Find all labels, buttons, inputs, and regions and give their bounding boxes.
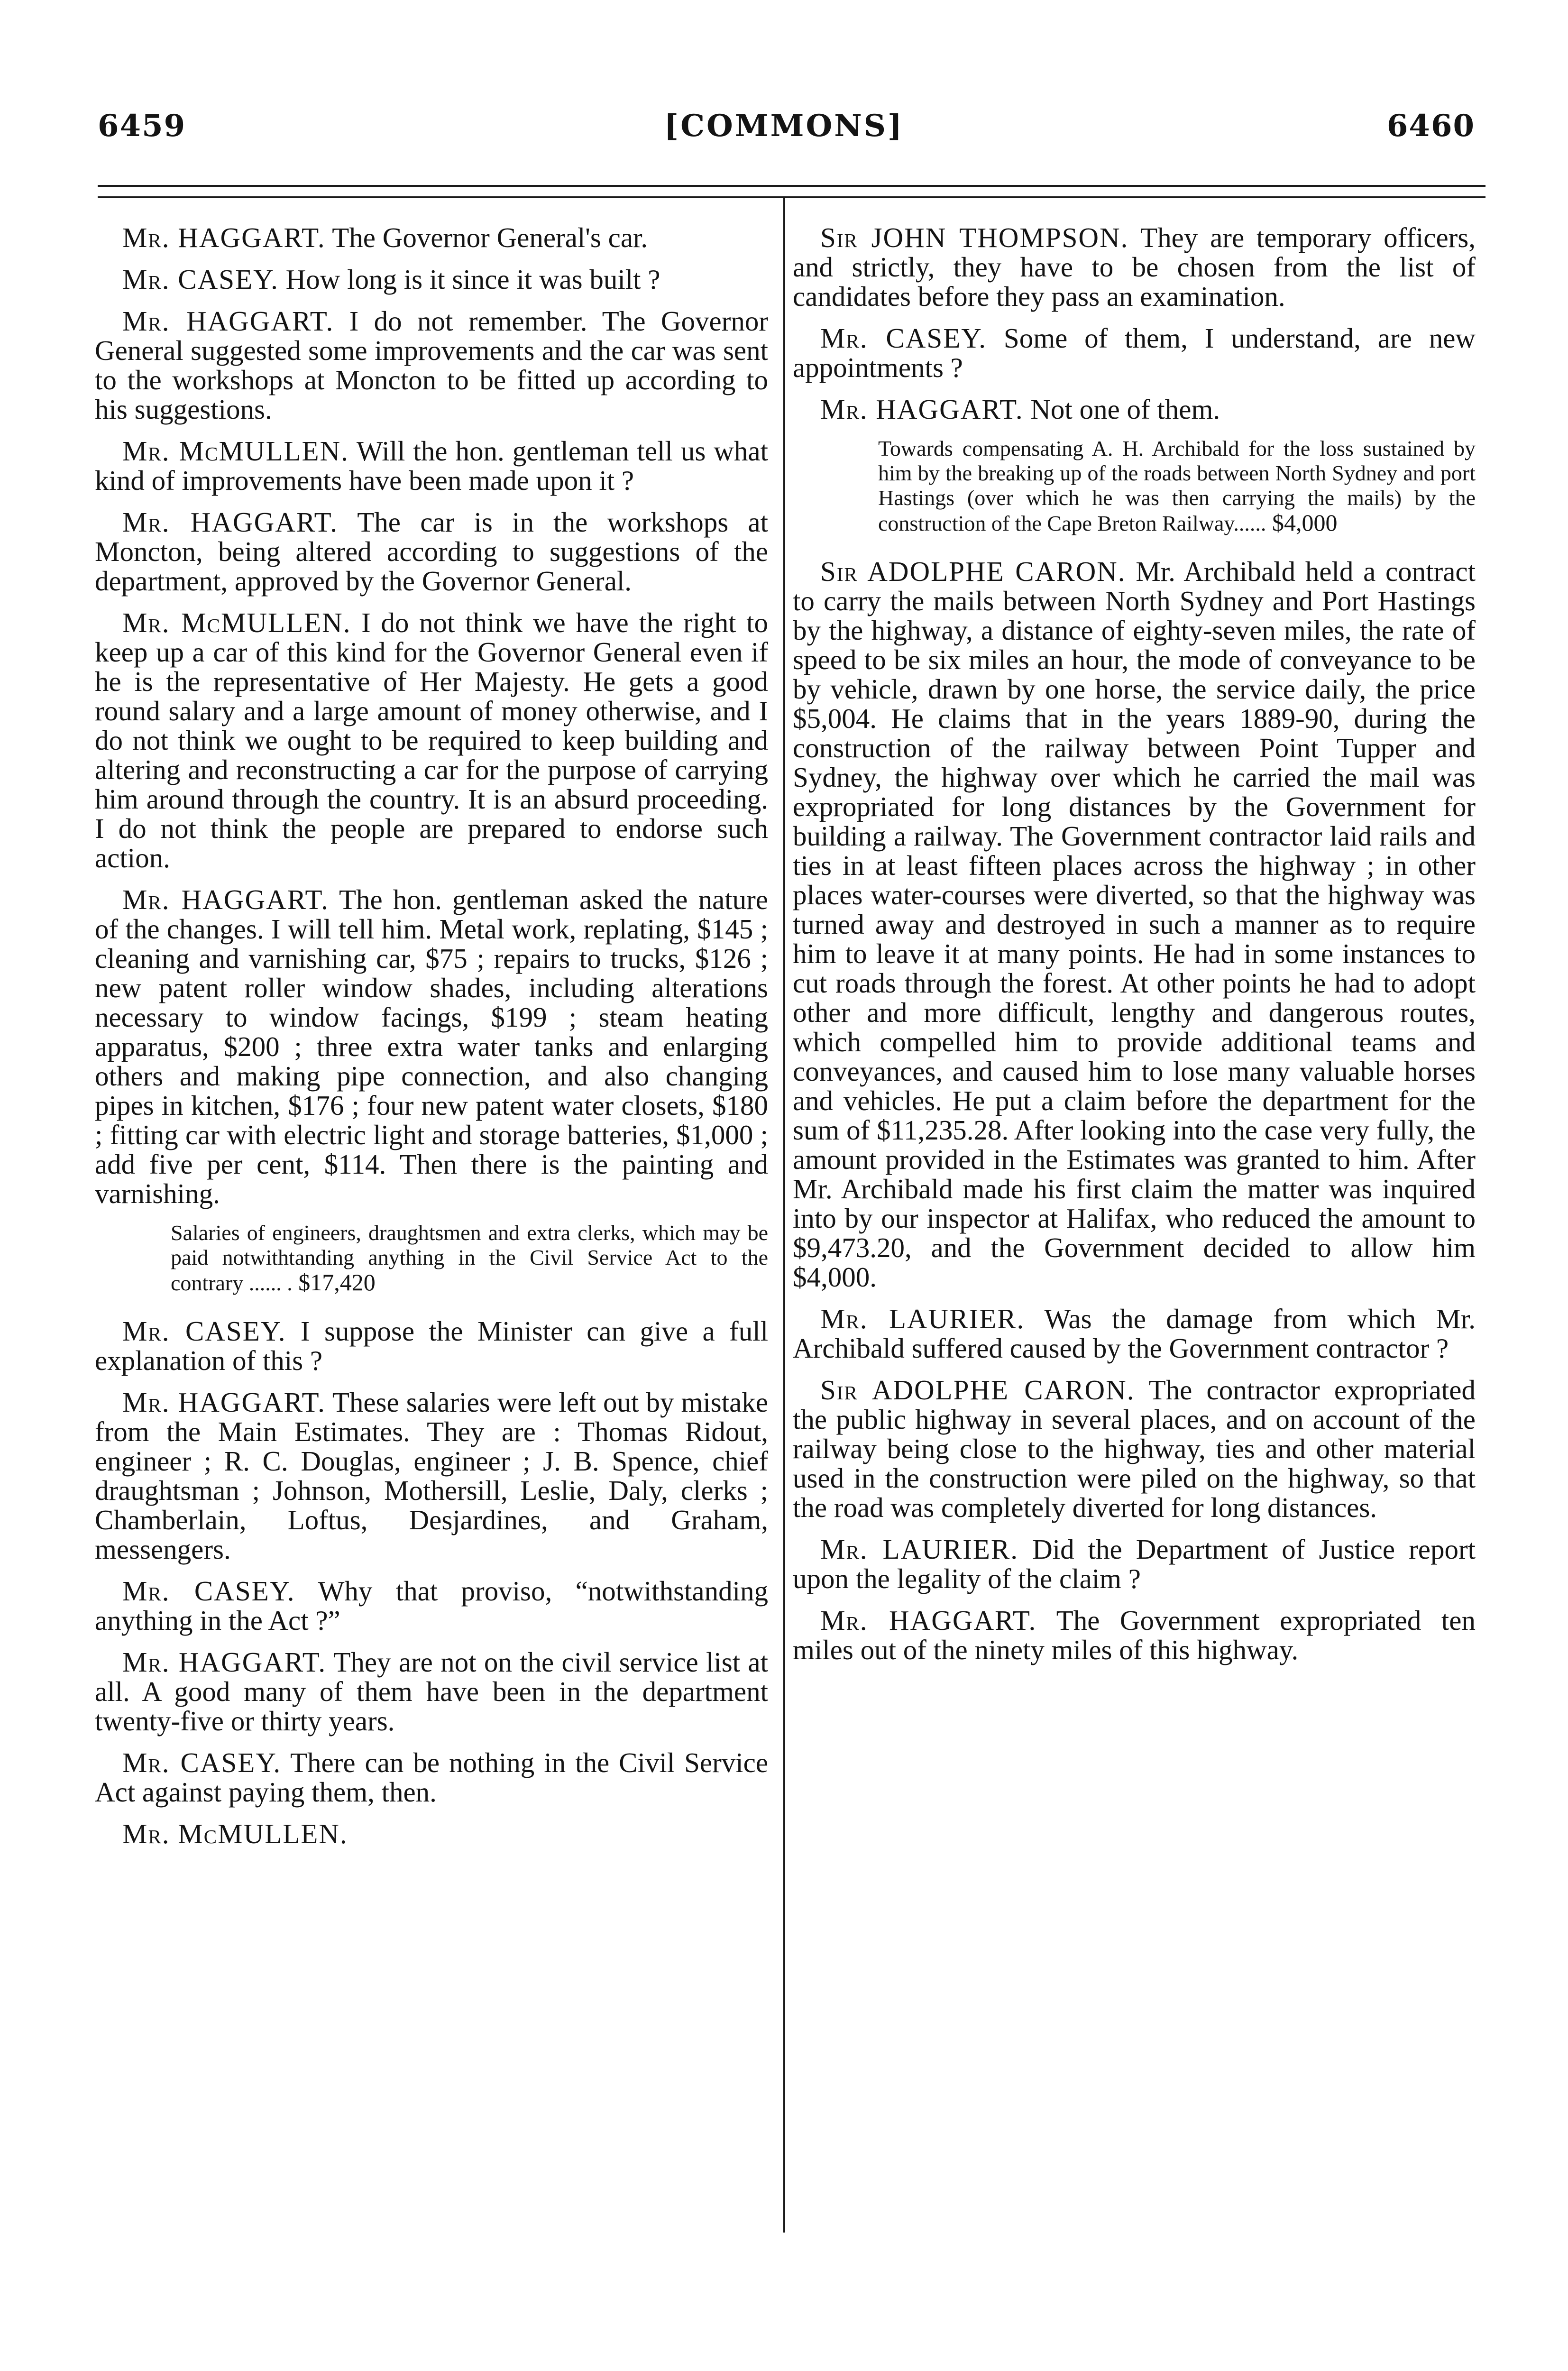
speech-text: Will the hon. gentleman tell us what kind of improvements have been made upon it ? (95, 435, 768, 496)
paragraph (793, 395, 1476, 424)
paragraph (95, 1748, 768, 1807)
header-rule-top (98, 185, 1485, 187)
speech-text: How long is it since it was built ? (278, 264, 660, 295)
speech-text: The Governor General's car. (325, 222, 648, 253)
paragraph (793, 1375, 1476, 1522)
estimate-item-amount: $17,420 (292, 1269, 376, 1296)
column-divider (783, 198, 785, 2233)
paragraph (95, 1316, 768, 1375)
speaker-name: Sir ADOLPHE CARON. (820, 556, 1126, 587)
estimate-item (793, 436, 1476, 536)
estimate-item (95, 1221, 768, 1296)
speaker-name: Mr. LAURIER. (820, 1534, 1019, 1565)
speech-text: Not one of them. (1023, 394, 1220, 425)
paragraph (95, 885, 768, 1208)
speaker-name: Mr. McMULLEN. (122, 1818, 348, 1849)
speech-text: There can be nothing in the Civil Service Act against paying them, then. (95, 1747, 769, 1808)
paragraph (95, 265, 768, 294)
right-page-number: 6460 (1386, 108, 1475, 144)
speaker-name: Mr. McMULLEN. (122, 607, 351, 638)
speech-text: Why that proviso, “notwithstanding anything in the Act ?” (95, 1575, 768, 1636)
estimate-item-text: Salaries of engineers, draughtsmen and extra clerks, which may be paid notwithtanding anything in the Civil Service Act to the contrary ...... . (171, 1221, 768, 1295)
speech-text: I suppose the Minister can give a full explanation of this ? (95, 1315, 768, 1376)
paragraph (95, 1576, 768, 1635)
speech-text: I do not remember. The Governor General suggested some improvements and the car was sent to the workshops at Moncton to be fitted up according to his suggestions. (95, 305, 768, 425)
right-column (793, 223, 1476, 1677)
paragraph (793, 1304, 1476, 1363)
speech-text: These salaries were left out by mistake from the Main Estimates. They are : Thomas Ridout, engineer ; R. C. Douglas, engineer ; J. B. Spence, chief draughtsman ; Johnson, Mothersill, Leslie, Daly, clerks ; Chamberlain, Loftus, Desjardines, and Graham, messengers. (95, 1387, 768, 1565)
header-rule-bottom (98, 196, 1485, 198)
speaker-name: Mr. HAGGART. (122, 305, 334, 337)
speaker-name: Mr. HAGGART. (122, 222, 326, 253)
speaker-name: Mr. HAGGART. (820, 394, 1024, 425)
paragraph (95, 1388, 768, 1564)
speaker-name: Mr. CASEY. (122, 264, 279, 295)
paragraph (95, 306, 768, 424)
speaker-name: Mr. CASEY. (122, 1747, 282, 1778)
paragraph (95, 436, 768, 495)
running-head: [COMMONS] (664, 108, 904, 144)
speaker-name: Mr. HAGGART. (122, 1387, 326, 1418)
speech-text: I do not think we have the right to keep up a car of this kind for the Governor General even if he is the representative of Her Majesty. He gets a good round salary and a large amount of money otherwise, and I do not think we ought to be required to keep building and altering and reconstructing a car for the purpose of carrying him around through the country. It is an absurd proceeding. I do not think the people are prepared to endorse such action. (95, 607, 768, 873)
paragraph (793, 1606, 1476, 1664)
speaker-name: Mr. HAGGART. (122, 884, 329, 915)
speaker-name: Mr. HAGGART. (122, 1646, 327, 1678)
speaker-name: Mr. CASEY. (820, 322, 987, 354)
left-column (95, 223, 768, 1861)
page-header (0, 108, 1568, 165)
left-page-number: 6459 (98, 108, 186, 144)
paragraph (95, 608, 768, 873)
speech-text: The Government expropriated ten miles out of the ninety miles of this highway. (793, 1605, 1476, 1665)
speech-text: The car is in the workshops at Moncton, being altered according to suggestions of the department, approved by the Governor General. (95, 506, 768, 597)
speaker-name: Mr. CASEY. (122, 1315, 286, 1347)
paragraph (793, 1535, 1476, 1593)
speech-text: Did the Department of Justice report upon the legality of the claim ? (793, 1534, 1476, 1594)
estimate-item-text: Towards compensating A. H. Archibald for the loss sustained by him by the breaking up of the roads between North Sydney and port Hastings (over which he was then carrying the mails) by the construction of the Cape Breton Railway...... (878, 436, 1476, 535)
paragraph (793, 323, 1476, 382)
paragraph (95, 507, 768, 596)
speech-text: Mr. Archibald held a contract to carry the mails between North Sydney and Port Hastings by the highway, a distance of eighty-seven miles, the rate of speed to be six miles an hour, the mode of conveyance to be by vehicle, drawn by one horse, the service daily, the price $5,004. He claims that in the years 1889-90, during the construction of the railway between Point Tupper and Sydney, the highway over which he carried the mail was expropriated for long distances by the Government for building a railway. The Government contractor laid rails and ties in at least fifteen places across the highway ; in other places water-courses were diverted, so that the highway was turned away and destroyed in such a manner as to require him to leave it at many points. He had in some instances to cut roads through the forest. At other points he had to adopt other and more difficult, lengthy and dangerous routes, which compelled him to provide additional teams and conveyances, and caused him to lose many valuable horses and vehicles. He put a claim before the department for the sum of $11,235.28. After looking into the case very fully, the amount provided in the Estimates was granted to him. After Mr. Archibald made his first claim the matter was inquired into by our inspector at Halifax, who reduced the amount to $9,473.20, and the Government decided to allow him $4,000. (793, 556, 1476, 1293)
speech-text: They are not on the civil service list at all. A good many of them have been in the department twenty-five or thirty years. (95, 1646, 768, 1737)
estimate-item-amount: $4,000 (1266, 509, 1338, 536)
speech-text: Some of them, I understand, are new appointments ? (793, 322, 1476, 383)
speech-text: The hon. gentleman asked the nature of the changes. I will tell him. Metal work, replating, $145 ; cleaning and varnishing car, $75 ; repairs to trucks, $126 ; new patent roller window shades, including alterations necessary to window facings, $199 ; steam heating apparatus, $200 ; three extra water tanks and enlarging others and making pipe connection, and also changing pipes in kitchen, $176 ; four new patent water closets, $180 ; fitting car with electric light and storage batteries, $1,000 ; add five per cent, $114. Then there is the painting and varnishing. (95, 884, 768, 1209)
speech-text: Was the damage from which Mr. Archibald suffered caused by the Government contractor ? (793, 1303, 1476, 1364)
speaker-name: Mr. HAGGART. (820, 1605, 1037, 1636)
speaker-name: Sir ADOLPHE CARON. (820, 1374, 1135, 1406)
speech-text: The contractor expropriated the public highway in several places, and on account of the railway being close to the highway, ties and other material used in the construction were piled on the highway, so that the road was completely diverted for long distances. (793, 1374, 1476, 1523)
paragraph (95, 1647, 768, 1736)
speaker-name: Mr. McMULLEN. (122, 435, 349, 467)
paragraph (95, 223, 768, 252)
paragraph (95, 1819, 768, 1848)
speaker-name: Mr. LAURIER. (820, 1303, 1025, 1334)
speaker-name: Mr. CASEY. (122, 1575, 295, 1607)
paragraph (793, 223, 1476, 311)
speaker-name: Mr. HAGGART. (122, 506, 339, 538)
speaker-name: Sir JOHN THOMPSON. (820, 222, 1129, 253)
speech-text: They are temporary officers, and strictly, they have to be chosen from the list of candidates before they pass an examination. (793, 222, 1476, 312)
paragraph (793, 557, 1476, 1292)
